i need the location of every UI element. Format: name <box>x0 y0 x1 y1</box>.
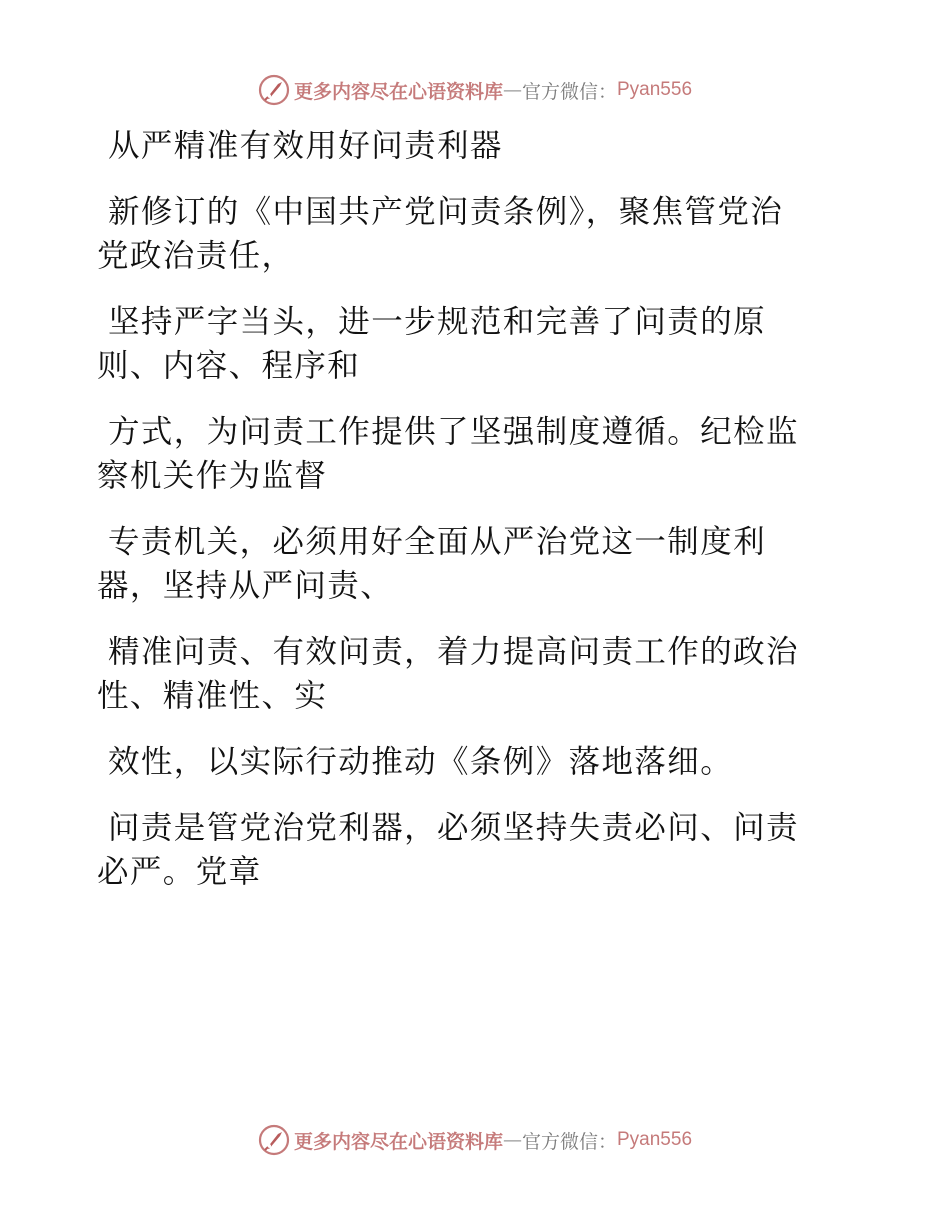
paragraph-line: 坚持严字当头，进一步规范和完善了问责的原 <box>108 304 767 340</box>
paragraph-line: 则、内容、程序和 <box>97 348 361 384</box>
wechat-id: Pyan556 <box>617 79 693 100</box>
document-body <box>97 124 837 894</box>
wechat-label: 官方微信： <box>521 1130 617 1153</box>
quill-pen-logo-icon <box>258 1124 290 1156</box>
banner-text: 更多内容尽在心语资料库 <box>293 1130 503 1153</box>
paragraph-line: 新修订的《中国共产党问责条例》，聚焦管党治 <box>108 194 784 230</box>
header-banner <box>0 70 950 110</box>
paragraph-line: 精准问责、有效问责，着力提高问责工作的政治 <box>108 634 799 670</box>
paragraph-line: 察机关作为监督 <box>97 458 328 494</box>
quill-pen-logo-icon <box>258 74 290 106</box>
paragraph-line: 问责是管党治党利器，必须坚持失责必问、问责 <box>108 810 799 846</box>
banner-text: 更多内容尽在心语资料库 <box>293 80 503 103</box>
paragraph-line: 效性，以实际行动推动《条例》落地落细。 <box>108 744 734 780</box>
document-title: 从严精准有效用好问责利器 <box>108 128 503 164</box>
paragraph-line: 性、精准性、实 <box>97 678 328 714</box>
paragraph-line: 专责机关，必须用好全面从严治党这一制度利 <box>108 524 767 560</box>
paragraph-line: 党政治责任， <box>97 238 295 274</box>
banner-separator: — <box>502 79 522 101</box>
paragraph-line: 器，坚持从严问责、 <box>97 568 394 604</box>
paragraph-line: 必严。党章 <box>97 854 262 890</box>
wechat-label: 官方微信： <box>521 80 617 103</box>
paragraph-line: 方式，为问责工作提供了坚强制度遵循。纪检监 <box>108 414 799 450</box>
wechat-id: Pyan556 <box>617 1129 693 1150</box>
footer-banner <box>0 1120 950 1160</box>
banner-separator: — <box>502 1129 522 1151</box>
